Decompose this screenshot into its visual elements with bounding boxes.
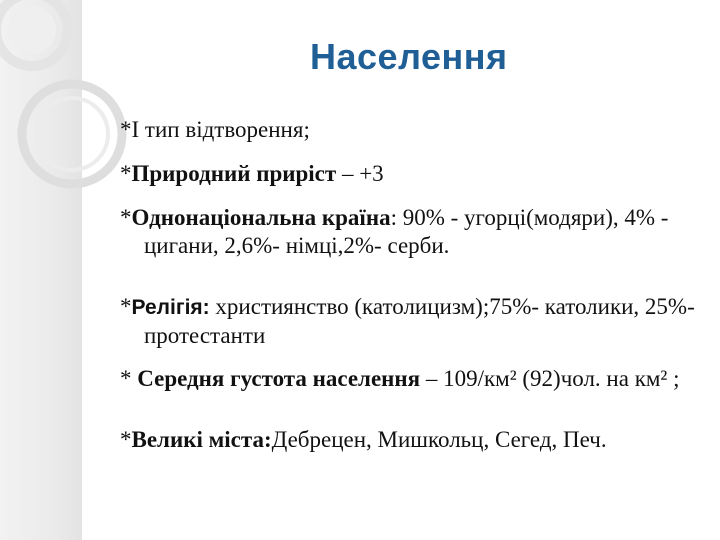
list-item-natural-growth — [120, 160, 384, 188]
bullet-marker: * — [120, 205, 132, 230]
item-label: Релігія: — [131, 296, 210, 319]
item-text: : 90% - угорці(модяри), 4% - цигани, 2,6%- німці,2%- серби. — [144, 205, 669, 258]
list-item-reproduction — [120, 116, 310, 144]
item-label: Однонаціональна країна — [131, 205, 391, 230]
list-item-nationality — [120, 204, 705, 260]
item-text: християнство (католицизм);75%- католики, 25%-протестанти — [144, 294, 695, 348]
item-text: – +3 — [336, 161, 384, 186]
bullet-marker: * — [120, 117, 132, 142]
item-label: Природний приріст — [131, 161, 337, 186]
decorative-circles — [0, 0, 160, 230]
list-item-cities — [120, 426, 607, 454]
list-item-density — [120, 365, 679, 393]
item-label: Великі міста: — [131, 427, 272, 452]
bullet-marker: * — [120, 294, 132, 319]
list-item-religion — [120, 293, 705, 350]
slide-title: Населення — [310, 36, 508, 77]
item-label: Середня густота населення — [137, 366, 421, 391]
item-text: – 109/км² (92)чол. на км² ; — [420, 366, 680, 391]
bullet-marker: * — [120, 366, 138, 391]
bullet-marker: * — [120, 427, 132, 452]
item-text: Дебрецен, Мишкольц, Сегед, Печ. — [271, 427, 607, 452]
bullet-marker: * — [120, 161, 132, 186]
item-text: І тип відтворення; — [131, 117, 310, 142]
